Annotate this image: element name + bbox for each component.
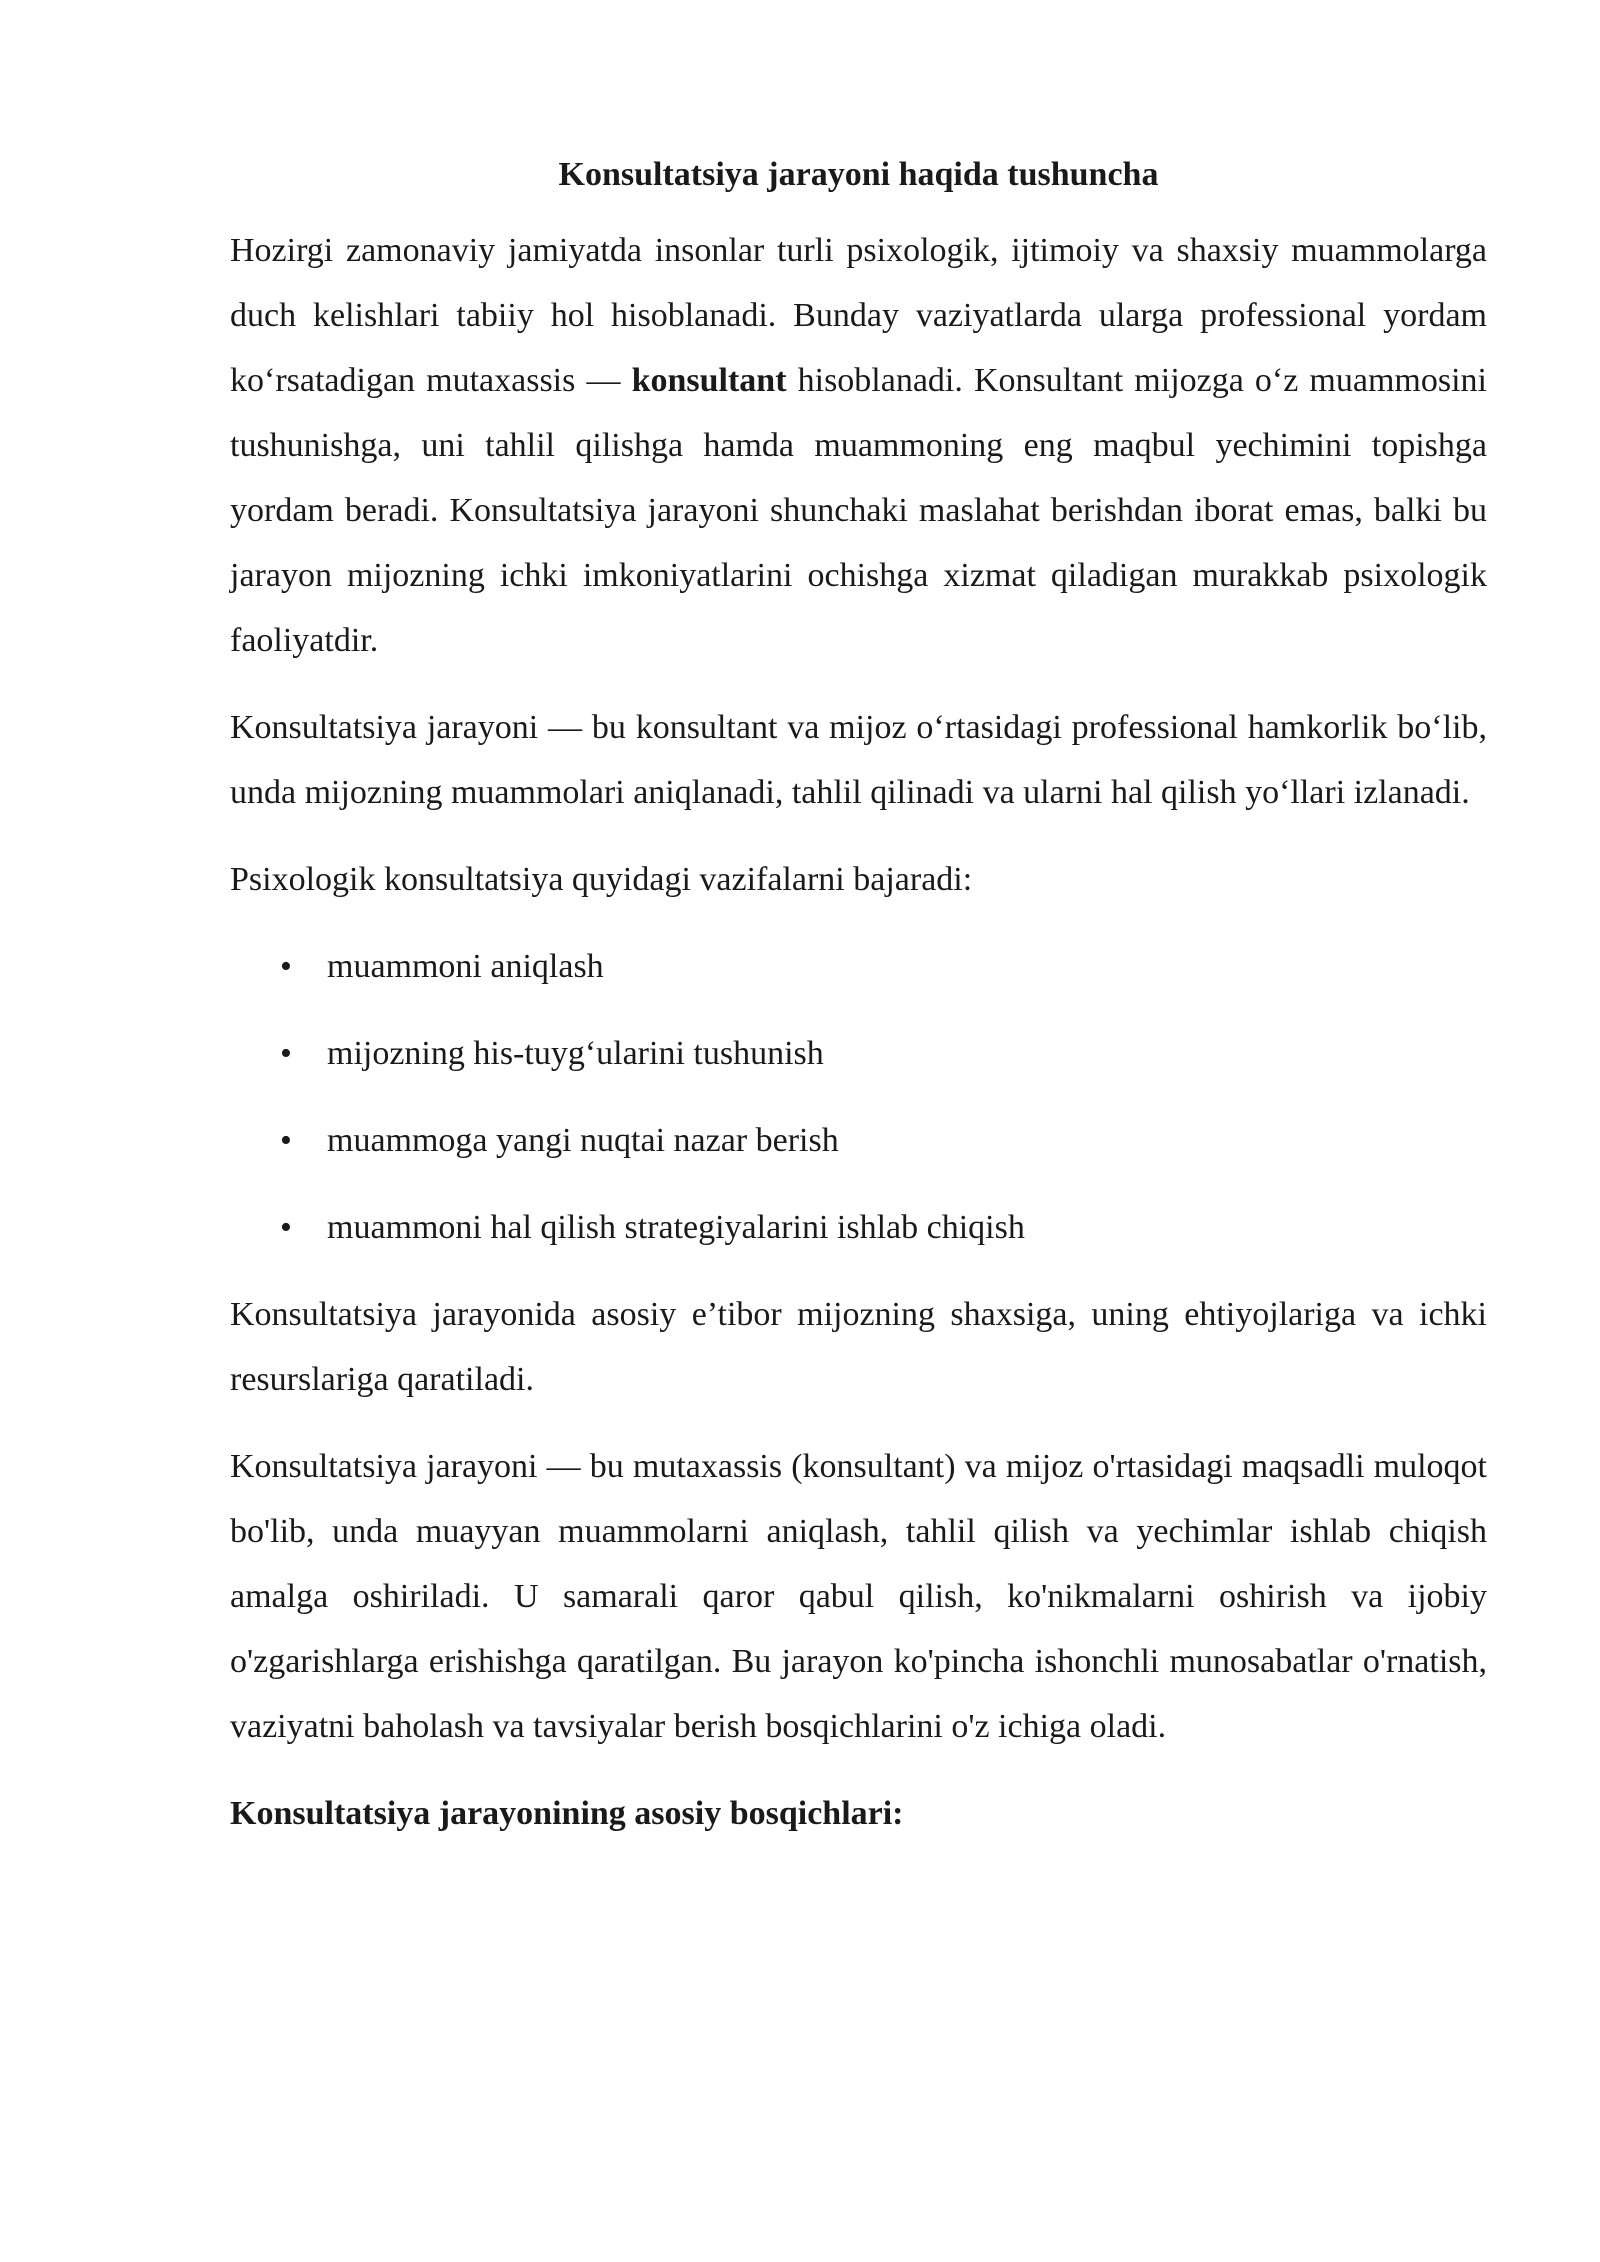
bullet-icon: •	[280, 1122, 292, 1159]
paragraph-intro-bold-term: konsultant	[631, 362, 787, 399]
list-item-text: mijozning his-tuyg‘ularini tushunish	[327, 1035, 824, 1072]
bullet-icon: •	[280, 948, 292, 985]
bullet-icon: •	[280, 1209, 292, 1246]
bullet-icon: •	[280, 1035, 292, 1072]
list-item	[230, 1195, 1487, 1260]
paragraph-intro	[230, 218, 1487, 673]
paragraph-tasks-intro: Psixologik konsultatsiya quyidagi vazifalarni bajaradi:	[230, 861, 973, 898]
list-item	[230, 1108, 1487, 1173]
paragraph-process: Konsultatsiya jarayoni — bu mutaxassis (konsultant) va mijoz o'rtasidagi maqsadli muloqot bo'lib, unda muayyan muammolarni aniqlash, tahlil qilish va yechimlar ishlab chiqish amalga oshiriladi. U samarali qaror qabul qilish, ko'nikmalarni oshirish va ijobiy o'zgarishlarga erishishga qaratilgan. Bu jarayon ko'pincha ishonchli munosabatlar o'rnatish, vaziyatni baholash va tavsiyalar berish bosqichlarini o'z ichiga oladi.	[230, 1448, 1487, 1745]
list-item-text: muammoni hal qilish strategiyalarini ishlab chiqish	[327, 1209, 1025, 1246]
paragraph-intro-text-2: hisoblanadi. Konsultant mijozga o‘z muammosini tushunishga, uni tahlil qilishga hamda muammoning eng maqbul yechimini topishga yordam beradi. Konsultatsiya jarayoni shunchaki maslahat berishdan iborat emas, balki bu jarayon mijozning ichki imkoniyatlarini ochishga xizmat qiladigan murakkab psixologik faoliyatdir.	[230, 362, 1487, 659]
section-heading-stages: Konsultatsiya jarayonining asosiy bosqichlari:	[230, 1795, 904, 1832]
list-item	[230, 1021, 1487, 1086]
paragraph-definition: Konsultatsiya jarayoni — bu konsultant va mijoz o‘rtasidagi professional hamkorlik bo‘lib, unda mijozning muammolari aniqlanadi, tahlil qilinadi va ularni hal qilish yo‘llari izlanadi.	[230, 709, 1487, 811]
list-item-text: muammoga yangi nuqtai nazar berish	[327, 1122, 839, 1159]
list-item	[230, 934, 1487, 999]
tasks-list	[230, 934, 1487, 1260]
list-item-text: muammoni aniqlash	[327, 948, 604, 985]
paragraph-focus: Konsultatsiya jarayonida asosiy e’tibor mijozning shaxsiga, uning ehtiyojlariga va ichki resurslariga qaratiladi.	[230, 1296, 1487, 1398]
paragraph-intro-text-1: Hozirgi zamonaviy jamiyatda insonlar turli psixologik, ijtimoiy va shaxsiy muammolarga duch kelishlari tabiiy hol hisoblanadi. Bunday vaziyatlarda ularga professional yordam ko‘rsatadigan mutaxassis —	[230, 232, 1487, 399]
document-title: Konsultatsiya jarayoni haqida tushuncha	[558, 156, 1159, 193]
